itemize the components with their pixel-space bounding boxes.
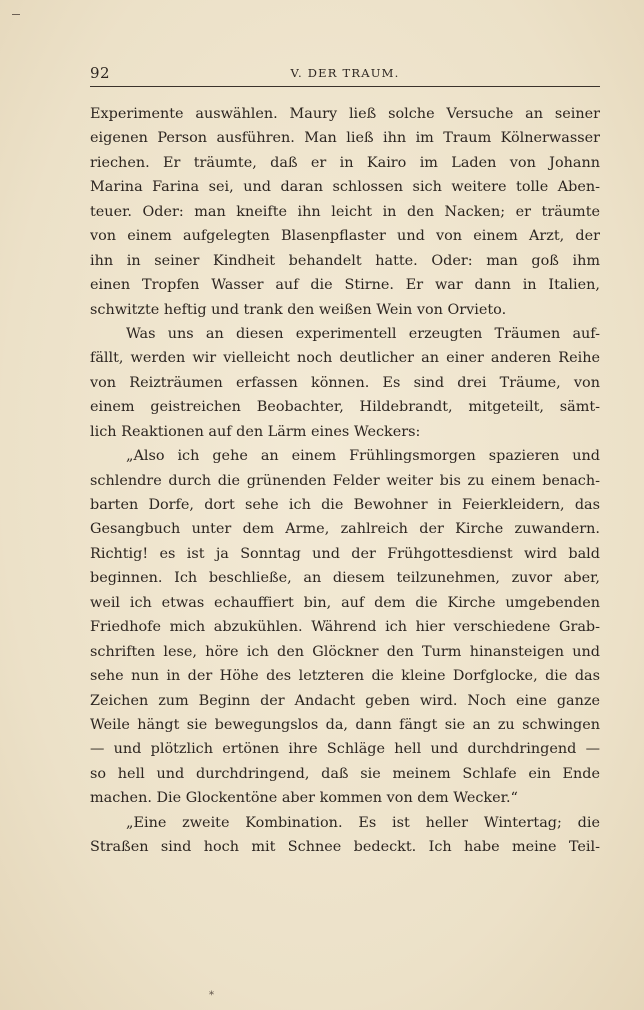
text-line: riechen. Er träumte, daß er in Kairo im Laden von Johann — [90, 154, 600, 171]
footer-mark: * — [209, 990, 214, 1001]
text-line: Richtig! es ist ja Sonntag und der Frühgottesdienst wird bald — [90, 545, 600, 562]
text-line: — und plötzlich ertönen ihre Schläge hell und durchdringend — — [90, 741, 600, 758]
text-line: Weile hängt sie bewegungslos da, dann fängt sie an zu schwingen — [90, 716, 600, 733]
text-line: Friedhofe mich abzukühlen. Während ich hier verschiedene Grab- — [90, 619, 600, 636]
text-line: Straßen sind hoch mit Schnee bedeckt. Ich habe meine Teil- — [90, 839, 600, 856]
text-line: weil ich etwas echauffiert bin, auf dem die Kirche umgebenden — [90, 594, 600, 611]
text-line: Marina Farina sei, und daran schlossen sich weitere tolle Aben- — [90, 179, 600, 196]
text-line: machen. Die Glockentöne aber kommen von dem Wecker.“ — [90, 790, 518, 807]
edge-mark — [12, 14, 20, 15]
header-rule — [90, 86, 600, 87]
text-line: fällt, werden wir vielleicht noch deutlicher an einer anderen Reihe — [90, 350, 600, 367]
text-line: sehe nun in der Höhe des letzteren die kleine Dorfglocke, die das — [90, 668, 600, 685]
text-line: beginnen. Ich beschließe, an diesem teilzunehmen, zuvor aber, — [90, 570, 600, 587]
text-line: einen Tropfen Wasser auf die Stirne. Er war dann in Italien, — [90, 277, 600, 294]
text-line: eigenen Person ausführen. Man ließ ihn im Traum Kölnerwasser — [90, 130, 600, 147]
text-line: „Also ich gehe an einem Frühlingsmorgen spazieren und — [126, 448, 600, 465]
text-line: lich Reaktionen auf den Lärm eines Weckers: — [90, 423, 421, 440]
text-line: schriften lese, höre ich den Glöckner den Turm hinansteigen und — [90, 643, 600, 660]
page-header — [90, 64, 600, 86]
text-line: Zeichen zum Beginn der Andacht geben wird. Noch eine ganze — [90, 692, 600, 709]
text-line: barten Dorfe, dort sehe ich die Bewohner in Feierkleidern, das — [90, 497, 600, 513]
text-line: so hell und durchdringend, daß sie meinem Schlafe ein Ende — [90, 765, 600, 782]
text-line: ihn in seiner Kindheit behandelt hatte. Oder: man goß ihm — [90, 252, 600, 269]
body-text — [90, 102, 600, 860]
text-line: Was uns an diesen experimentell erzeugten Träumen auf- — [126, 325, 600, 342]
text-line: Experimente auswählen. Maury ließ solche Versuche an seiner — [90, 106, 600, 122]
text-line: teuer. Oder: man kneifte ihn leicht in den Nacken; er träumte — [90, 203, 600, 220]
running-head: V. DER TRAUM. — [290, 66, 400, 80]
text-line: von Reizträumen erfassen können. Es sind drei Träume, von — [90, 374, 600, 391]
text-line: schwitzte heftig und trank den weißen Wein von Orvieto. — [90, 301, 507, 318]
text-line: Gesangbuch unter dem Arme, zahlreich der Kirche zuwandern. — [90, 521, 600, 538]
text-line: einem geistreichen Beobachter, Hildebrandt, mitgeteilt, sämt- — [90, 399, 600, 416]
text-line: schlendre durch die grünenden Felder weiter bis zu einem benach- — [90, 472, 600, 489]
text-line: von einem aufgelegten Blasenpflaster und von einem Arzt, der — [90, 228, 600, 245]
page-number: 92 — [90, 64, 111, 82]
text-line: „Eine zweite Kombination. Es ist heller Wintertag; die — [126, 814, 600, 831]
